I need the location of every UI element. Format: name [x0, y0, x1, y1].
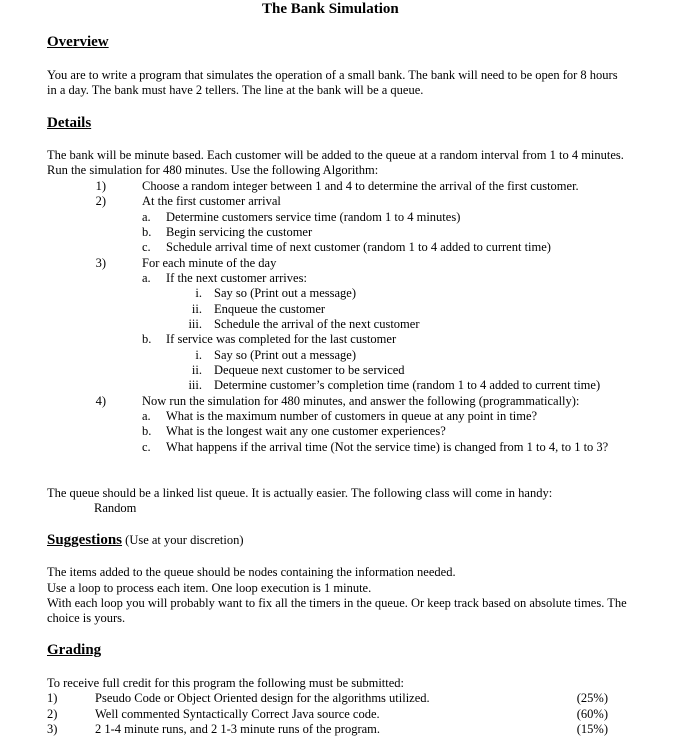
step-3b-ii-text: Dequeue next customer to be serviced: [214, 363, 405, 377]
step-3a-mark: a.: [142, 271, 151, 285]
step-3-number: 3): [95, 256, 106, 270]
step-2c-text: Schedule arrival time of next customer (random 1 to 4 added to current time): [166, 240, 551, 254]
suggestion-line-3: With each loop you will probably want to fix all the timers in the queue. Or keep track based on absolute times. The choice is yours.: [47, 596, 627, 625]
step-3a-iii-mark: iii.: [188, 317, 202, 331]
overview-text: You are to write a program that simulates the operation of a small bank. The bank will need to be open for 8 hours in a day. The bank must have 2 tellers. The line at the bank will be a queue.: [47, 68, 618, 97]
step-3b-i-text: Say so (Print out a message): [214, 348, 356, 362]
step-4c-text: What happens if the arrival time (Not the service time) is changed from 1 to 4, to 1 to 3?: [166, 440, 609, 454]
step-3b-text: If service was completed for the last customer: [166, 332, 397, 346]
step-2-number: 2): [95, 194, 106, 208]
step-2c-mark: c.: [142, 240, 151, 254]
step-4c-mark: c.: [142, 440, 151, 454]
details-intro: The bank will be minute based. Each customer will be added to the queue at a random interval from 1 to 4 minutes. Run the simulation for 480 minutes. Use the following Algorithm:: [47, 148, 624, 177]
grading-item-1-percent: (25%): [576, 691, 608, 705]
grading-intro: To receive full credit for this program the following must be submitted:: [47, 676, 405, 690]
step-3b-i-mark: i.: [195, 348, 202, 362]
step-3b-mark: b.: [142, 332, 152, 346]
step-3a-iii-text: Schedule the arrival of the next customer: [214, 317, 420, 331]
step-4-number: 4): [95, 394, 106, 408]
suggestions-heading: Suggestions: [47, 532, 123, 548]
grading-heading: Grading: [47, 642, 102, 658]
grading-item-1-text: Pseudo Code or Object Oriented design for the algorithms utilized.: [95, 691, 430, 705]
step-2b-mark: b.: [142, 225, 152, 239]
suggestions-header: [47, 533, 244, 548]
queue-note: The queue should be a linked list queue. It is actually easier. The following class will come in handy:: [47, 486, 553, 500]
grading-item-3-percent: (15%): [576, 722, 608, 736]
suggestion-line-1: The items added to the queue should be nodes containing the information needed.: [47, 565, 456, 579]
grading-item-2-percent: (60%): [576, 707, 608, 721]
random-class-name: Random: [94, 501, 137, 515]
step-3b-iii-mark: iii.: [188, 378, 202, 392]
details-heading: Details: [47, 115, 92, 131]
page-title: The Bank Simulation: [262, 1, 399, 17]
step-1-text: Choose a random integer between 1 and 4 to determine the arrival of the first customer.: [142, 179, 579, 193]
step-3a-i-mark: i.: [195, 286, 202, 300]
suggestion-line-2: Use a loop to process each item. One loop execution is 1 minute.: [47, 581, 372, 595]
step-4a-text: What is the maximum number of customers in queue at any point in time?: [166, 409, 538, 423]
step-3a-i-text: Say so (Print out a message): [214, 286, 356, 300]
step-3a-ii-text: Enqueue the customer: [214, 302, 326, 316]
step-3a-ii-mark: ii.: [191, 302, 202, 316]
grading-item-1-number: 1): [47, 691, 58, 705]
suggestions-subtitle: (Use at your discretion): [125, 533, 244, 547]
step-1-number: 1): [95, 179, 106, 193]
step-3a-text: If the next customer arrives:: [166, 271, 307, 285]
step-4-text: Now run the simulation for 480 minutes, and answer the following (programmatically):: [142, 394, 580, 408]
overview-heading: Overview: [47, 34, 109, 50]
step-2-text: At the first customer arrival: [142, 194, 281, 208]
step-4b-text: What is the longest wait any one customer experiences?: [166, 424, 446, 438]
step-4b-mark: b.: [142, 424, 152, 438]
step-4a-mark: a.: [142, 409, 151, 423]
grading-item-2-number: 2): [47, 707, 58, 721]
step-2a-mark: a.: [142, 210, 151, 224]
step-2b-text: Begin servicing the customer: [166, 225, 313, 239]
step-3-text: For each minute of the day: [142, 256, 277, 270]
step-3b-ii-mark: ii.: [191, 363, 202, 377]
grading-item-3-number: 3): [47, 722, 58, 736]
step-3b-iii-text: Determine customer’s completion time (random 1 to 4 added to current time): [214, 378, 601, 392]
grading-item-2-text: Well commented Syntactically Correct Java source code.: [95, 707, 380, 721]
grading-item-3-text: 2 1-4 minute runs, and 2 1-3 minute runs of the program.: [95, 722, 381, 736]
step-2a-text: Determine customers service time (random 1 to 4 minutes): [166, 210, 461, 224]
